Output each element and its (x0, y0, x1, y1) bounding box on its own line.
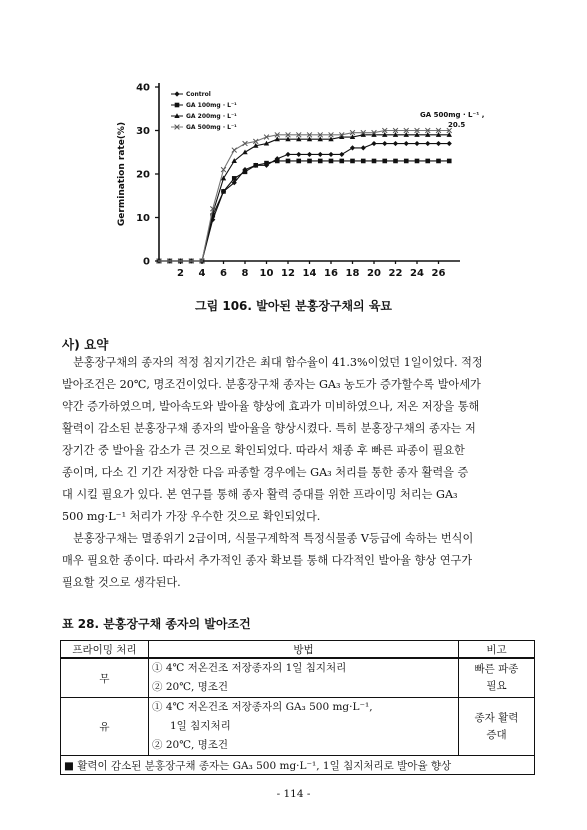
data-point (264, 161, 269, 166)
x-tick-label: 16 (324, 268, 338, 279)
note-cell (459, 698, 535, 756)
legend-label: Control (186, 91, 211, 98)
data-point (318, 159, 323, 164)
data-point (232, 148, 237, 153)
annotation-text: 20.5 (448, 121, 466, 129)
paragraph-line: 약간 증가하였으며, 발아속도와 발아율 향상에 효과가 미비하였으나, 저온 저장을 통해 (62, 400, 480, 413)
summary-paragraph-1 (62, 352, 537, 528)
data-point (393, 159, 398, 164)
legend-marker (175, 103, 180, 108)
data-point (329, 159, 334, 164)
series-line-1 (159, 161, 449, 261)
paragraph-line: 발아조건은 20℃, 명조건이었다. 분홍장구채 종자는 GA₃ 농도가 증가할수록 발아세가 (62, 378, 481, 391)
y-tick-label: 30 (136, 126, 150, 137)
data-point (414, 141, 419, 146)
x-tick-label: 18 (345, 268, 360, 279)
x-tick-label: 4 (198, 268, 206, 279)
treatment-cell: 무 (61, 658, 149, 698)
legend-marker (174, 91, 179, 96)
paragraph-line: 종이며, 다소 긴 기간 저장한 다음 파종할 경우에는 GA₃ 처리를 통한 종자 활력을 증 (62, 466, 469, 479)
table-row (61, 658, 535, 698)
data-point (447, 159, 452, 164)
data-point (275, 159, 280, 164)
data-point (425, 141, 430, 146)
data-point (415, 159, 420, 164)
data-point (361, 145, 366, 150)
data-point (382, 159, 387, 164)
table-footer-row (61, 756, 535, 775)
y-tick-label: 40 (136, 82, 150, 94)
paragraph-line: 500 mg·L⁻¹ 처리가 가장 우수한 것으로 확인되었다. (62, 510, 321, 523)
x-tick-label: 20 (367, 268, 381, 279)
x-tick-label: 14 (302, 268, 317, 279)
paragraph-line: 필요할 것으로 생각된다. (62, 576, 181, 589)
y-axis-label: Germination rate(%) (117, 121, 127, 227)
data-point (253, 163, 258, 168)
data-point (296, 159, 301, 164)
legend-label: GA 500mg · L⁻¹ (186, 124, 237, 131)
germination-conditions-table (60, 640, 535, 775)
data-point (447, 141, 452, 146)
paragraph-line: 대 시킬 필요가 있다. 본 연구를 통해 종자 활력 증대를 위한 프라이밍 처리는 GA₃ (62, 488, 458, 501)
method-line: 1일 침지처리 (170, 720, 231, 732)
table-footer: ■ 활력이 감소된 분홍장구채 종자는 GA₃ 500 mg·L⁻¹, 1일 침지처리로 발아율 향상 (61, 756, 535, 775)
data-point (404, 159, 409, 164)
method-line: ② 20℃, 명조건 (152, 739, 229, 751)
data-point (232, 176, 237, 181)
series-line-3 (159, 131, 449, 262)
x-tick-label: 8 (241, 268, 249, 279)
data-point (307, 159, 312, 164)
data-point (307, 152, 312, 157)
note-cell (459, 658, 535, 698)
x-tick-label: 6 (220, 268, 227, 279)
data-point (350, 145, 355, 150)
data-point (371, 141, 376, 146)
data-point (328, 152, 333, 157)
y-tick-label: 20 (136, 169, 150, 181)
data-point (339, 152, 344, 157)
germination-chart (0, 0, 587, 290)
table-header-row (61, 641, 535, 659)
data-point (243, 170, 248, 175)
data-point (339, 159, 344, 164)
data-point (393, 141, 398, 146)
header-treatment: 프라이밍 처리 (61, 641, 149, 659)
x-tick-label: 10 (259, 268, 274, 279)
data-point (436, 141, 441, 146)
chart-svg (0, 0, 587, 290)
method-line: ① 4℃ 저온건조 저장종자의 GA₃ 500 mg·L⁻¹, (152, 701, 373, 713)
data-point (221, 189, 226, 194)
x-tick-label: 24 (410, 268, 424, 279)
data-point (382, 141, 387, 146)
method-line: ② 20℃, 명조건 (152, 681, 229, 693)
data-point (285, 152, 290, 157)
y-tick-label: 0 (143, 256, 150, 268)
legend-label: GA 100mg · L⁻¹ (186, 102, 237, 109)
x-tick-label: 2 (177, 268, 184, 279)
method-cell (149, 698, 459, 756)
data-point (318, 152, 323, 157)
treatment-cell: 유 (61, 698, 149, 756)
data-point (372, 159, 377, 164)
note-line: 종자 활력 (474, 711, 519, 724)
table-caption: 표 28. 분홍장구채 종자의 발아조건 (62, 617, 251, 631)
method-cell (149, 658, 459, 698)
data-point (404, 141, 409, 146)
page-number: - 114 - (276, 788, 311, 800)
table-row (61, 698, 535, 756)
paragraph-line: 분홍장구채의 종자의 적정 침지기간은 최대 함수율이 41.3%이었던 1일이었다. 적정 (73, 356, 483, 369)
data-point (296, 152, 301, 157)
data-point (425, 159, 430, 164)
x-tick-label: 12 (281, 268, 295, 279)
data-point (242, 149, 247, 154)
data-point (361, 159, 366, 164)
note-line: 증대 (486, 728, 507, 741)
x-tick-label: 26 (431, 268, 446, 279)
data-point (350, 159, 355, 164)
x-tick-label: 22 (388, 268, 403, 279)
header-method: 방법 (149, 641, 459, 659)
legend-label: GA 200mg · L⁻¹ (186, 113, 237, 120)
method-line: ① 4℃ 저온건조 저장종자의 1일 침지처리 (152, 662, 347, 674)
y-tick-label: 10 (136, 213, 150, 224)
paragraph-line: 장기간 중 발아율 감소가 큰 것으로 확인되었다. 따라서 채종 후 빠른 파종이 필요한 (62, 444, 465, 457)
series-line-2 (159, 135, 449, 261)
summary-paragraph-2 (62, 528, 537, 594)
note-line: 필요 (486, 680, 507, 692)
section-heading: 사) 요약 (62, 337, 109, 352)
header-note: 비고 (459, 641, 535, 659)
paragraph-line: 매우 필요한 종이다. 따라서 추가적인 종자 확보를 통해 다각적인 발아율 향상 연구가 (62, 554, 473, 567)
data-point (286, 159, 291, 164)
note-line: 빠른 파종 (474, 663, 519, 675)
paragraph-line: 활력이 감소된 분홍장구채 종자의 발아율을 향상시켰다. 특히 분홍장구채의 종자는 저 (62, 422, 476, 435)
figure-caption: 그림 106. 발아된 분홍장구채의 육묘 (194, 299, 392, 313)
data-point (436, 159, 441, 164)
paragraph-line: 분홍장구채는 멸종위기 2급이며, 식물구계학적 특정식물종 V등급에 속하는 번식이 (73, 532, 474, 545)
annotation-text: GA 500mg · L⁻¹ , (420, 111, 485, 119)
